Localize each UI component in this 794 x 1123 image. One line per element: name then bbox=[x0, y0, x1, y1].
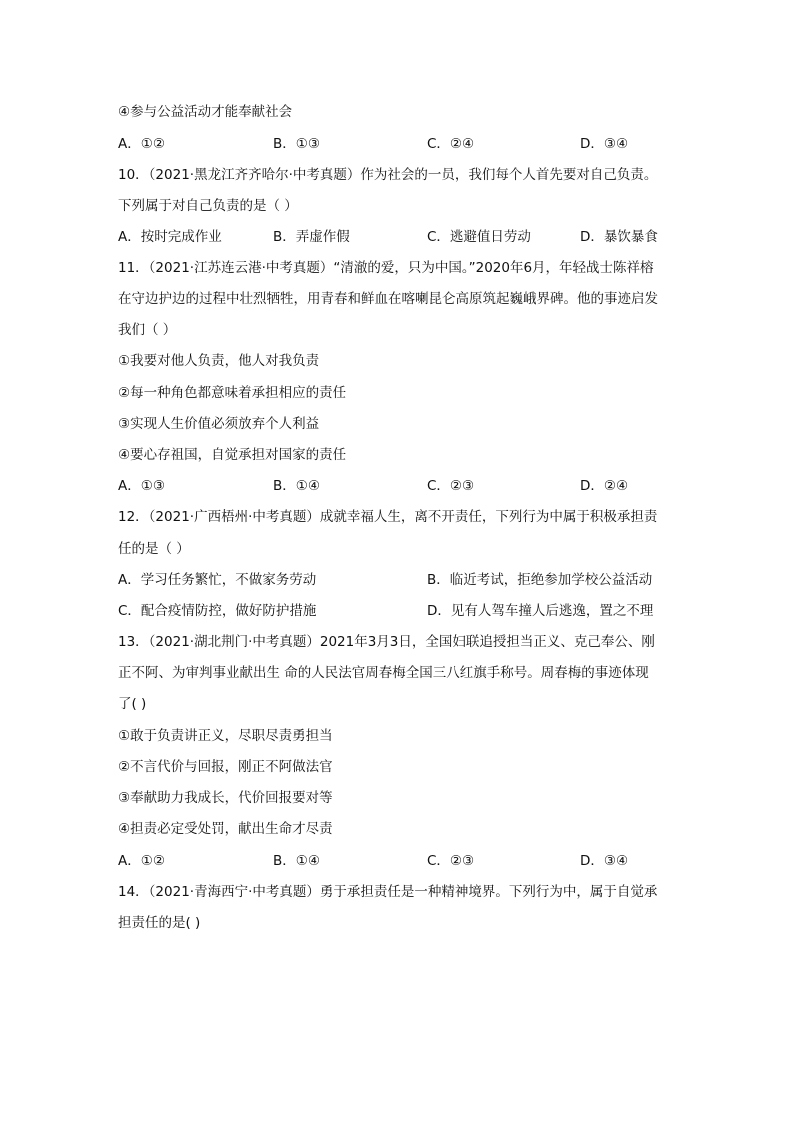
q11-item-3: ③实现人生价值必须放弃个人利益 bbox=[118, 416, 320, 432]
q13-option-c: C．②③ bbox=[427, 853, 475, 869]
q10-option-b: B．弄虚作假 bbox=[273, 229, 350, 245]
q14-stem-line-2: 担责任的是( ) bbox=[118, 915, 201, 931]
q12-option-b: B．临近考试，拒绝参加学校公益活动 bbox=[427, 572, 653, 588]
q12-options-row-1 bbox=[118, 571, 678, 589]
q13-item-1: ①敢于负责讲正义，尽职尽责勇担当 bbox=[118, 728, 333, 744]
q10-option-a: A．按时完成作业 bbox=[118, 229, 222, 245]
q12-option-a: A．学习任务繁忙，不做家务劳动 bbox=[118, 572, 317, 588]
q12-stem-line-2: 任的是（ ） bbox=[118, 541, 190, 557]
q13-option-d: D．③④ bbox=[580, 853, 629, 869]
q12-option-d: D．见有人驾车撞人后逃逸，置之不理 bbox=[427, 603, 654, 619]
q11-stem-line-3: 我们（ ） bbox=[118, 322, 177, 338]
q11-option-c: C．②③ bbox=[427, 478, 475, 494]
q13-stem-line-2: 正不阿、为审判事业献出生 命的人民法官周春梅全国三八红旗手称号。周春梅的事迹体现 bbox=[118, 665, 649, 681]
q11-stem-line-1: 11．（2021·江苏连云港·中考真题）“清澈的爱，只为中国。”2020年6月，年轻战士陈祥榕 bbox=[118, 260, 654, 276]
q11-option-d: D．②④ bbox=[580, 478, 629, 494]
q11-option-b: B．①④ bbox=[273, 478, 320, 494]
q11-stem-line-2: 在守边护边的过程中壮烈牺牲，用青春和鲜血在喀喇昆仑高原筑起巍峨界碑。他的事迹启发 bbox=[118, 291, 658, 307]
q12-options-row-2 bbox=[118, 602, 678, 620]
q13-stem-line-1: 13．（2021·湖北荆门·中考真题）2021年3月3日，全国妇联追授担当正义、克己奉公、刚 bbox=[118, 634, 655, 650]
q12-stem-line-1: 12．（2021·广西梧州·中考真题）成就幸福人生，离不开责任，下列行为中属于积极承担责 bbox=[118, 509, 658, 525]
q13-item-4: ④担责必定受处罚，献出生命才尽责 bbox=[118, 821, 333, 837]
q11-item-4: ④要心存祖国，自觉承担对国家的责任 bbox=[118, 447, 347, 463]
q9-option-c: C．②④ bbox=[427, 136, 475, 152]
q10-stem-line-2: 下列属于对自己负责的是（ ） bbox=[118, 198, 298, 214]
q9-item-4: ④参与公益活动才能奉献社会 bbox=[118, 104, 293, 120]
q11-options bbox=[118, 477, 678, 495]
q13-options bbox=[118, 852, 678, 870]
q13-stem-line-3: 了( ) bbox=[118, 696, 147, 712]
q10-option-d: D．暴饮暴食 bbox=[580, 229, 658, 245]
q11-option-a: A．①③ bbox=[118, 478, 165, 494]
q12-option-c: C．配合疫情防控，做好防护措施 bbox=[118, 603, 317, 619]
q14-stem-line-1: 14．（2021·青海西宁·中考真题）勇于承担责任是一种精神境界。下列行为中，属于自觉承 bbox=[118, 884, 658, 900]
q10-stem-line-1: 10．（2021·黑龙江齐齐哈尔·中考真题）作为社会的一员，我们每个人首先要对自己负责。 bbox=[118, 167, 658, 183]
q9-option-d: D．③④ bbox=[580, 136, 629, 152]
q9-option-b: B．①③ bbox=[273, 136, 320, 152]
q13-option-b: B．①④ bbox=[273, 853, 320, 869]
q13-option-a: A．①② bbox=[118, 853, 165, 869]
q13-item-2: ②不言代价与回报，刚正不阿做法官 bbox=[118, 759, 333, 775]
q10-option-c: C．逃避值日劳动 bbox=[427, 229, 531, 245]
q10-options bbox=[118, 228, 678, 246]
q11-item-1: ①我要对他人负责，他人对我负责 bbox=[118, 353, 320, 369]
q11-item-2: ②每一种角色都意味着承担相应的责任 bbox=[118, 385, 347, 401]
q9-options bbox=[118, 135, 678, 153]
q13-item-3: ③奉献助力我成长，代价回报要对等 bbox=[118, 790, 333, 806]
q9-option-a: A．①② bbox=[118, 136, 165, 152]
